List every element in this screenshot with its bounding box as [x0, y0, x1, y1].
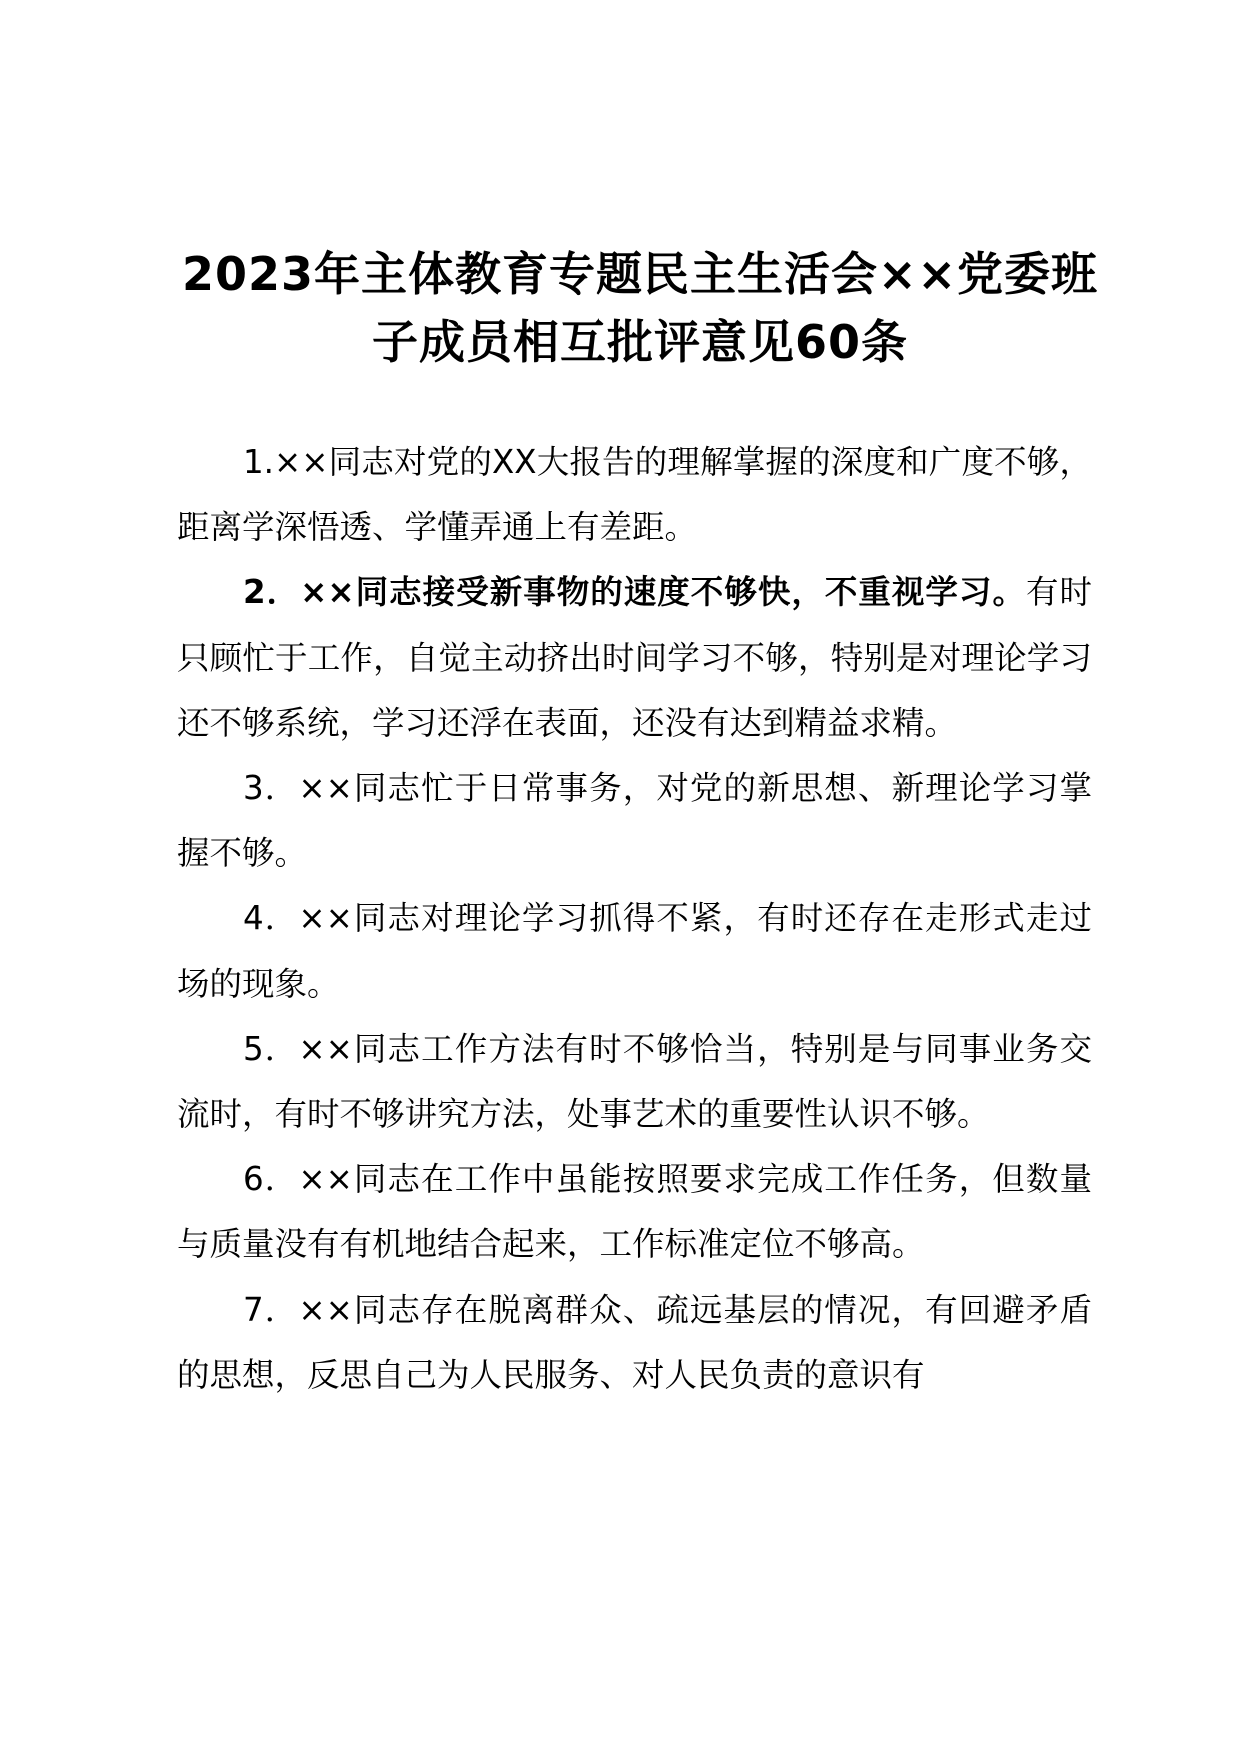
- document-body: [177, 430, 1092, 1408]
- paragraph-text: 5．××同志工作方法有时不够恰当，特别是与同事业务交流时，有时不够讲究方法，处事艺术的重要性认识不够。: [177, 1029, 1092, 1134]
- paragraph-6: [177, 1147, 1092, 1277]
- paragraph-text: 1.××同志对党的XX大报告的理解掌握的深度和广度不够，距离学深悟透、学懂弄通上有差距。: [177, 443, 1092, 547]
- paragraph-text: 6．××同志在工作中虽能按照要求完成工作任务，但数量与质量没有有机地结合起来，工作标准定位不够高。: [177, 1160, 1092, 1264]
- paragraph-7: [177, 1278, 1092, 1408]
- paragraph-1: [177, 430, 1092, 560]
- paragraph-text: 有时只顾忙于工作，自觉主动挤出时间学习不够，特别是对理论学习还不够系统，学习还浮在表面，还没有达到精益求精。: [177, 573, 1092, 742]
- paragraph-text: 3．××同志忙于日常事务，对党的新思想、新理论学习掌握不够。: [177, 769, 1092, 873]
- document-title: [150, 240, 1130, 376]
- paragraph-text: 4．××同志对理论学习抓得不紧，有时还存在走形式走过场的现象。: [177, 899, 1092, 1003]
- paragraph-5: [177, 1017, 1092, 1147]
- title-line-2: 子成员相互批评意见60条: [371, 315, 908, 369]
- paragraph-3: [177, 756, 1092, 886]
- paragraph-4: [177, 886, 1092, 1016]
- paragraph-bold-lead: 2．××同志接受新事物的速度不够快，不重视学习。: [243, 573, 1026, 612]
- title-line-1: 2023年主体教育专题民主生活会××党委班: [181, 247, 1099, 301]
- paragraph-2: [177, 560, 1092, 756]
- paragraph-text: 7．××同志存在脱离群众、疏远基层的情况，有回避矛盾的思想，反思自己为人民服务、对人民负责的意识有: [177, 1290, 1092, 1394]
